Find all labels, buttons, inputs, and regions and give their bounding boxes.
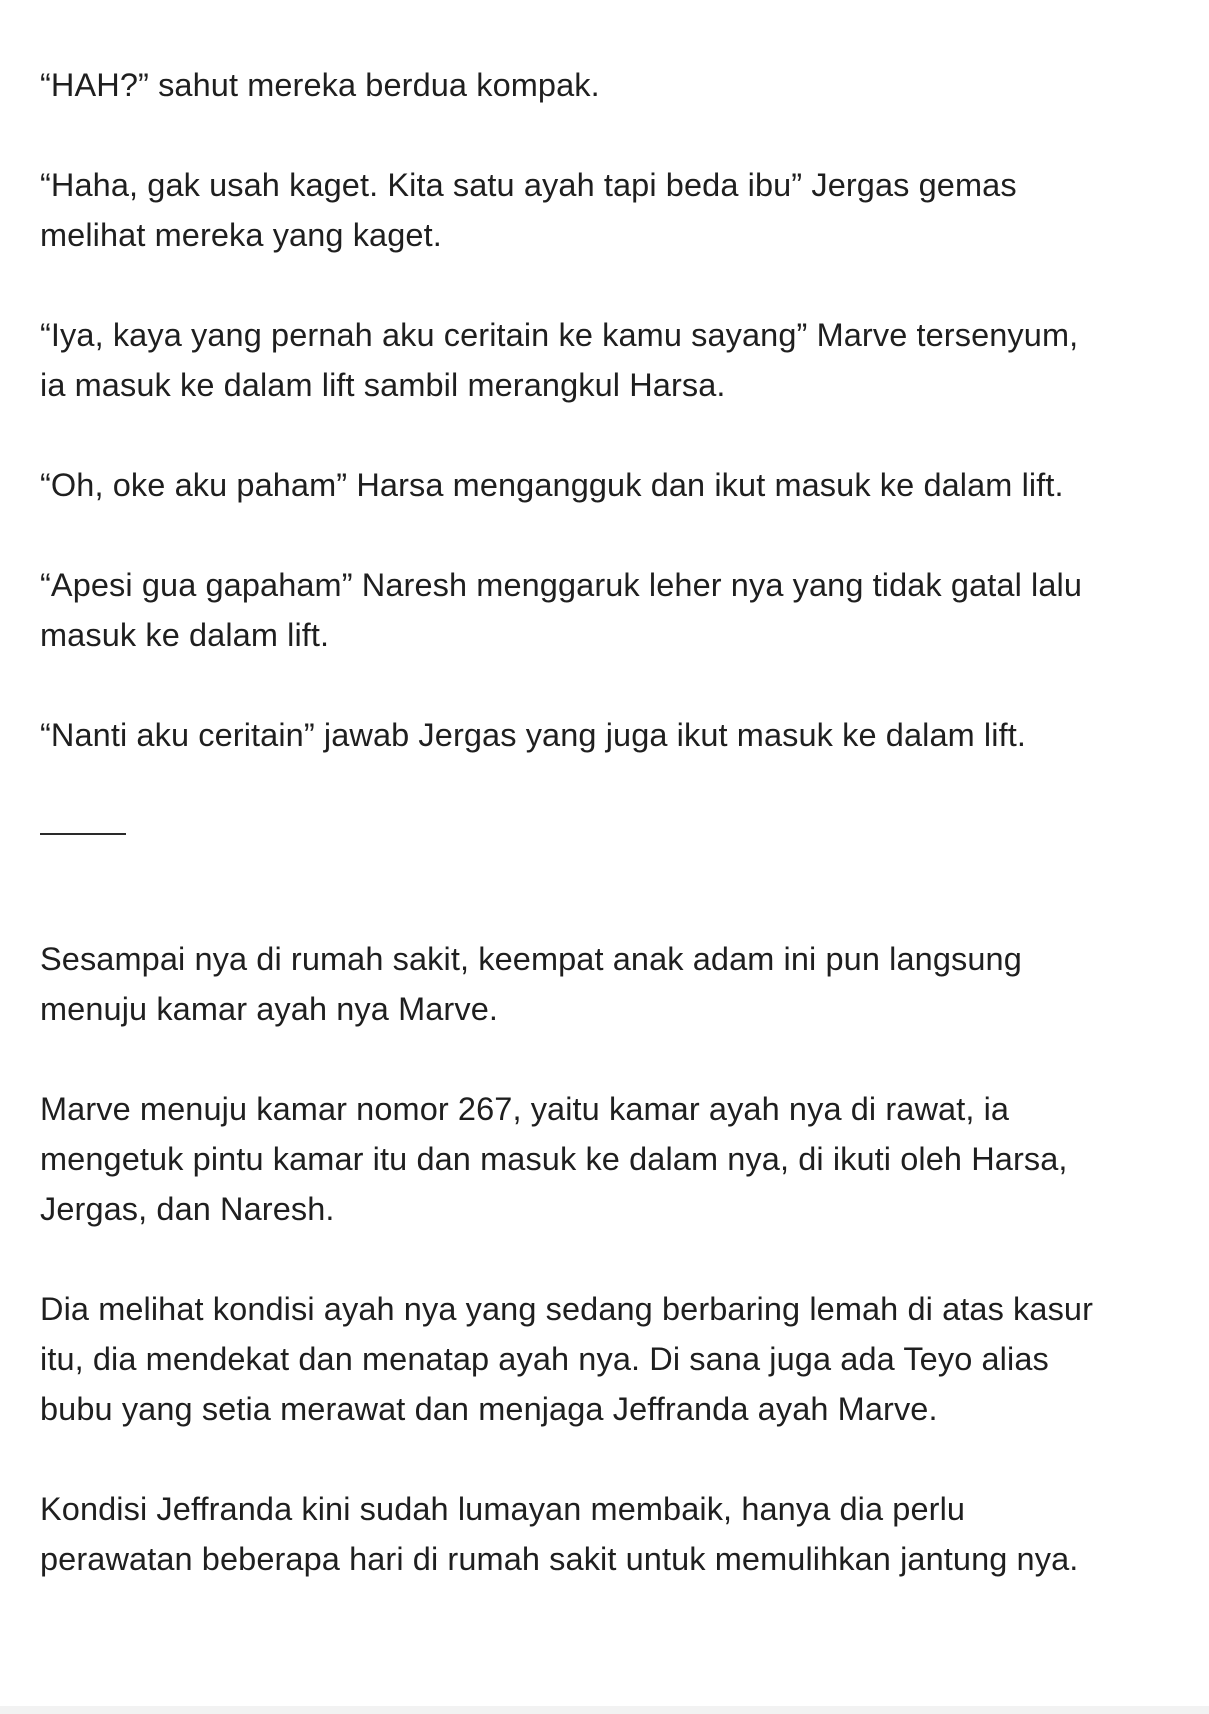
paragraph: “Haha, gak usah kaget. Kita satu ayah tapi beda ibu” Jergas gemas melihat mereka yang kaget. [40,167,1017,253]
paragraph: Sesampai nya di rumah sakit, keempat anak adam ini pun langsung menuju kamar ayah nya Marve. [40,941,1022,1027]
paragraph: Marve menuju kamar nomor 267, yaitu kamar ayah nya di rawat, ia mengetuk pintu kamar itu dan masuk ke dalam nya, di ikuti oleh Harsa, Jergas, dan Naresh. [40,1091,1068,1227]
paragraph: “HAH?” sahut mereka berdua kompak. [40,67,600,103]
paragraph: “Nanti aku ceritain” jawab Jergas yang juga ikut masuk ke dalam lift. [40,717,1026,753]
paragraph: Dia melihat kondisi ayah nya yang sedang berbaring lemah di atas kasur itu, dia mendekat dan menatap ayah nya. Di sana juga ada Teyo alias bubu yang setia merawat dan menjaga Jeffranda ayah Marve. [40,1291,1094,1427]
paragraph: “Iya, kaya yang pernah aku ceritain ke kamu sayang” Marve tersenyum, ia masuk ke dalam lift sambil merangkul Harsa. [40,317,1079,403]
document-body [40,60,1175,1584]
paragraph: “Apesi gua gapaham” Naresh menggaruk leher nya yang tidak gatal lalu masuk ke dalam lift. [40,567,1083,653]
bottom-edge [0,1706,1209,1714]
paragraph: Kondisi Jeffranda kini sudah lumayan membaik, hanya dia perlu perawatan beberapa hari di rumah sakit untuk memulihkan jantung nya. [40,1491,1079,1577]
paragraph: “Oh, oke aku paham” Harsa mengangguk dan ikut masuk ke dalam lift. [40,467,1064,503]
